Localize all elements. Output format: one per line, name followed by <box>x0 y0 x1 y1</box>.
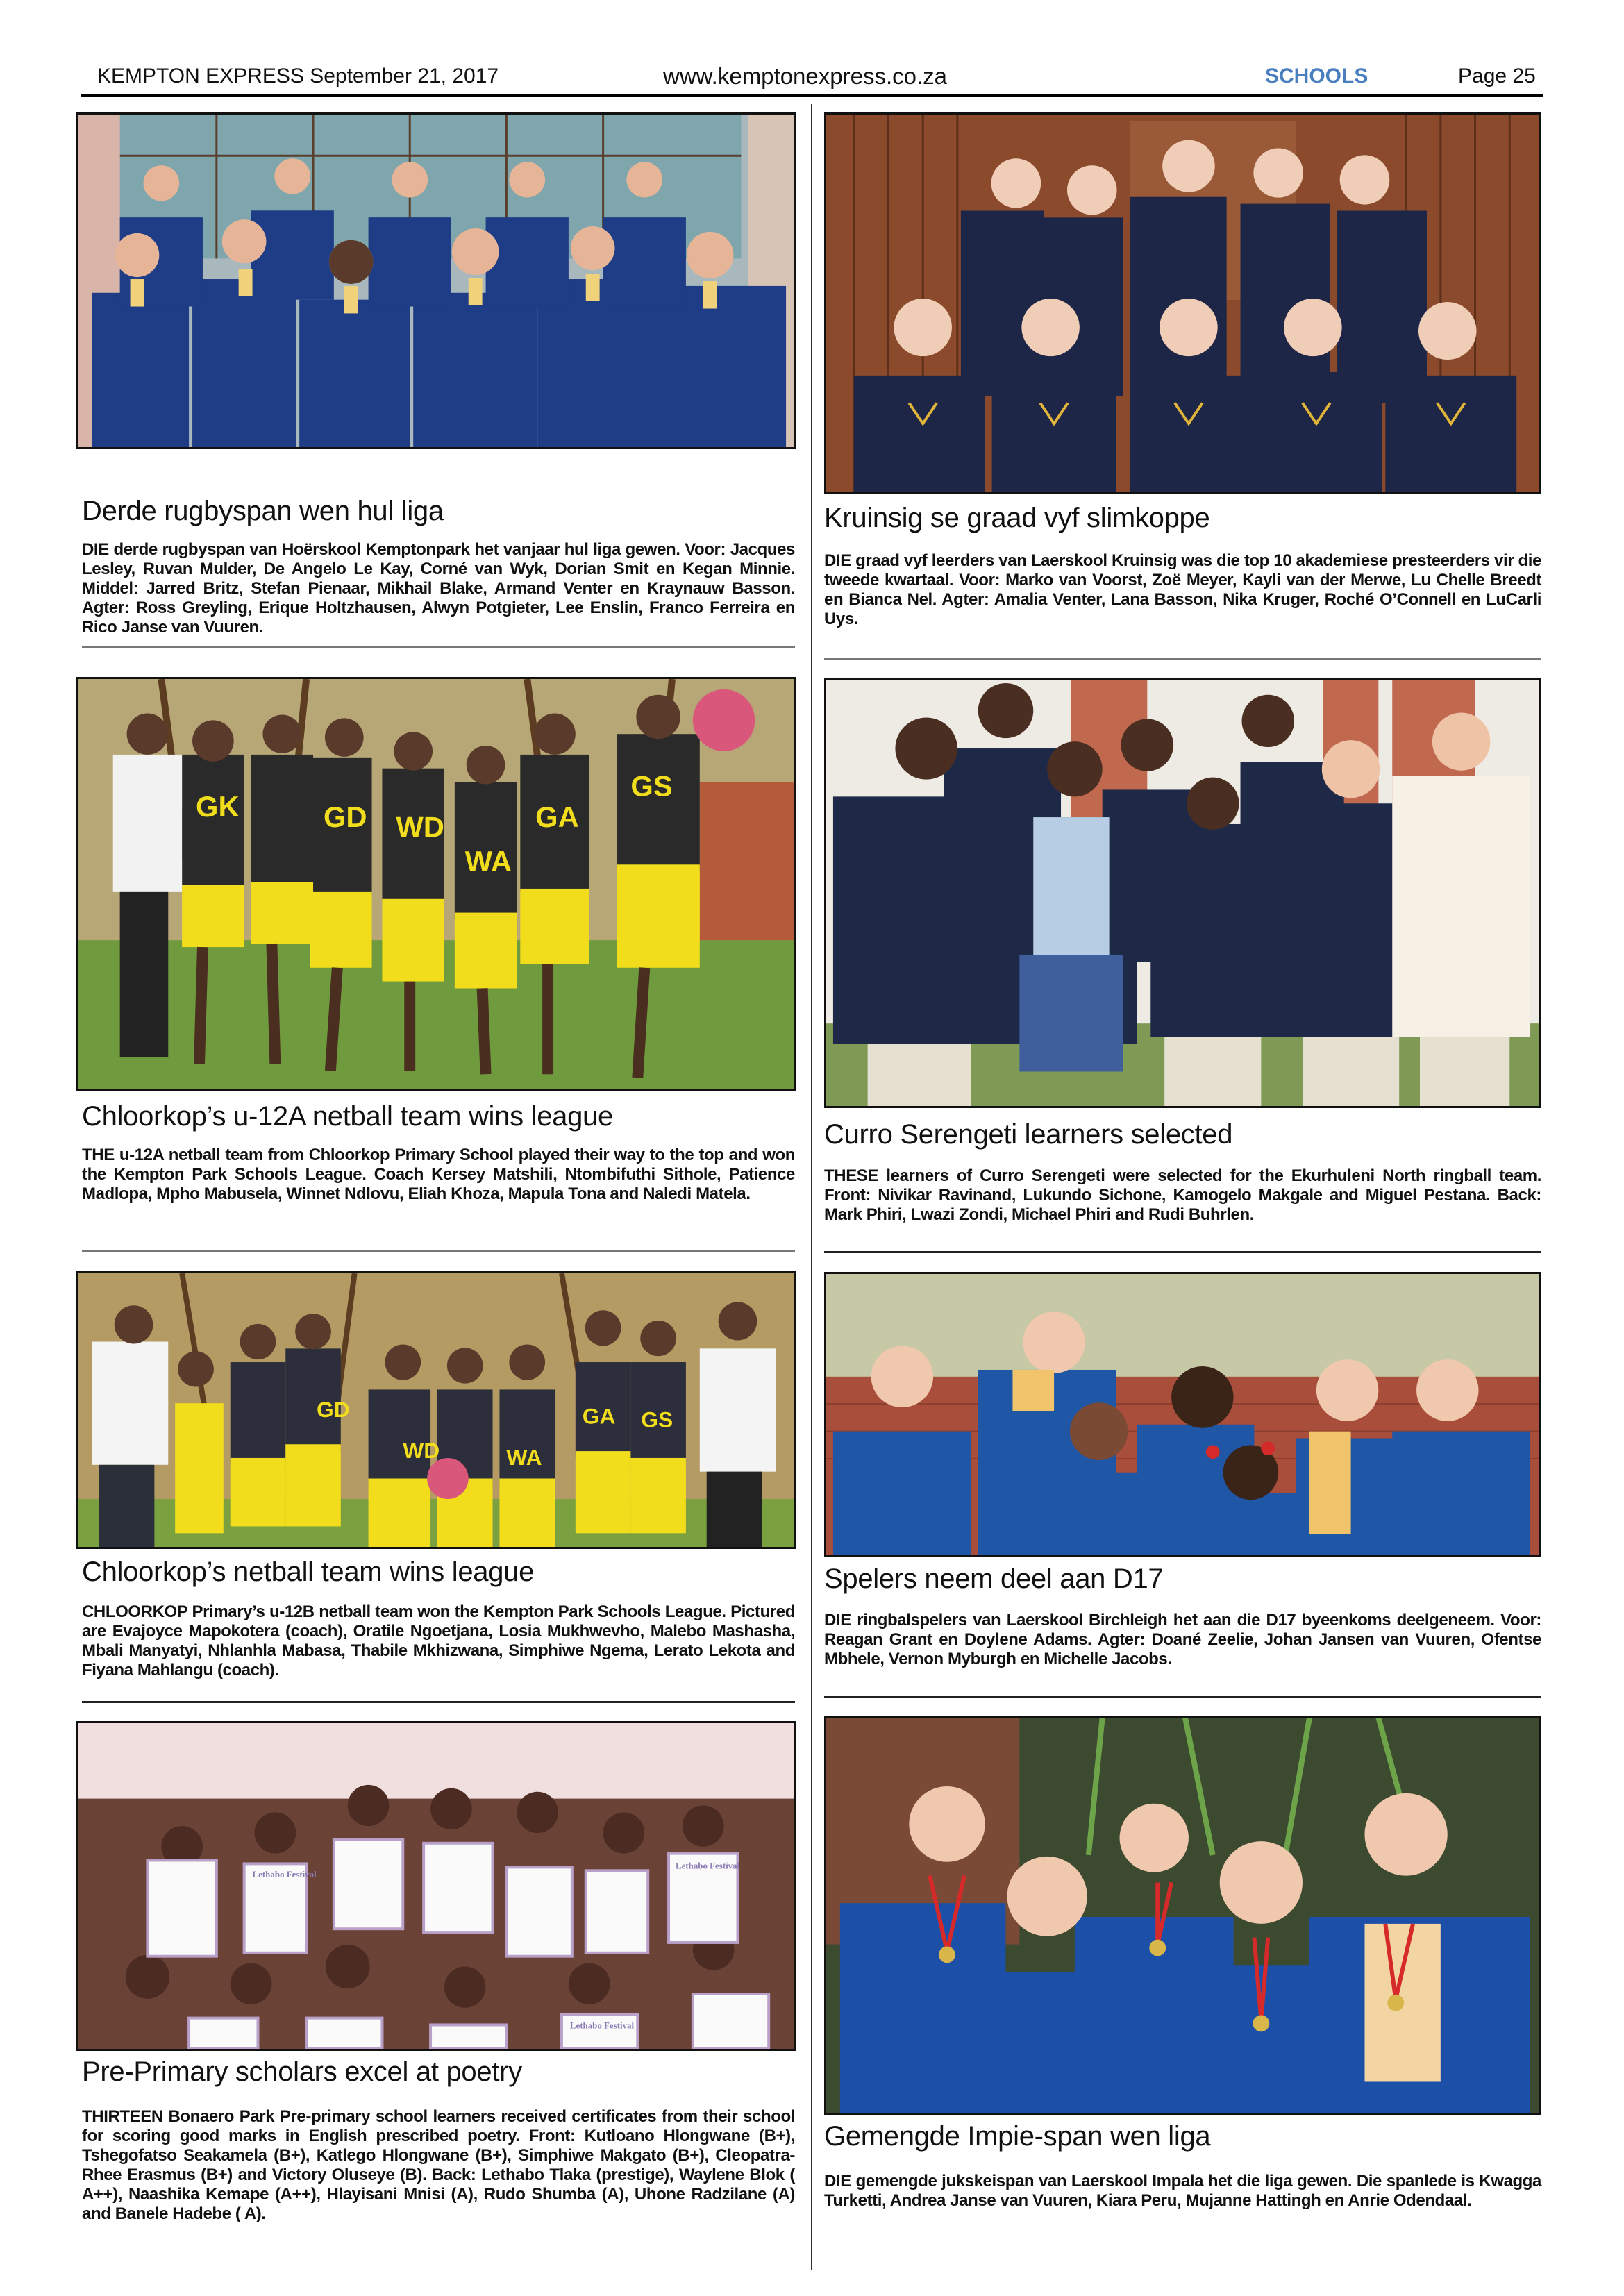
caption-curro-serengeti: THESE learners of Curro Serengeti were selected for the Ekurhuleni North ringball team. Front: Nivikar Ravinand, Lukundo Sichone, Kamogelo Makgale and Miguel Pestana. Back: Mark Phiri, Lwazi Zondi, Michael Phiri and Rudi Buhrlen. <box>824 1166 1541 1224</box>
photo-rugby-team <box>76 112 796 449</box>
page-number: Page 25 <box>1458 65 1536 87</box>
headline-pre-primary-poetry: Pre-Primary scholars excel at poetry <box>82 2056 522 2087</box>
caption-pre-primary-poetry: THIRTEEN Bonaero Park Pre-primary school learners received certificates from their school for scoring good marks in English prescribed poetry. Front: Kutloano Hlongwane (B+), Tshegofatso Seakamela (B+), Katlego Hlongwane (B+), Simphiwe Makgato (B+), Cleopatra-Rhee Erasmus (B+) and Victory Oluseye (B). Back: Lethabo Tlaka (prestige), Waylene Blok ( A++), Naashika Kemape (A++), Hlayisani Mnisi (A), Rudo Shumba (A), Uhone Radzilane (A) and Banele Hadebe ( A). <box>82 2107 795 2223</box>
article-separator <box>824 1251 1541 1253</box>
svg-text:WD: WD <box>403 1438 440 1463</box>
headline-curro-serengeti: Curro Serengeti learners selected <box>824 1119 1233 1150</box>
svg-text:GS: GS <box>641 1407 673 1432</box>
svg-text:GK: GK <box>196 790 240 823</box>
caption-impala-jukskei: DIE gemengde jukskeispan van Laerskool Impala het die liga gewen. Die spanlede is Kwagga Turketti, Andrea Janse van Vuuren, Kiara Peru, Mujanne Hattingh en Anrie Odendaal. <box>824 2172 1541 2210</box>
article-separator <box>82 1701 795 1703</box>
caption-u12b-netball: CHLOORKOP Primary’s u-12B netball team won the Kempton Park Schools League. Pictured are Evajoyce Mapokotera (coach), Oratile Ngoetjana, Losia Mukhwevho, Malebo Mashasha, Mbali Manyatyi, Nhlanhla Mabasa, Thabile Mkhizwana, Simphiwe Ngema, Lerato Lekota and Fiyana Mahlangu (coach). <box>82 1602 795 1679</box>
article-separator <box>82 646 795 648</box>
headline-u12a-netball: Chloorkop’s u-12A netball team wins league <box>82 1101 613 1132</box>
svg-text:GS: GS <box>630 769 673 803</box>
caption-u12a-netball: THE u-12A netball team from Chloorkop Primary School played their way to the top and won the Kempton Park Schools League. Coach Kersey Matshili, Ntombifuthi Sithole, Patience Madlopa, Mpho Mabusela, Winnet Ndlovu, Eliah Khoza, Mapula Tona and Naledi Matela. <box>82 1146 795 1203</box>
article-separator <box>82 1250 795 1252</box>
svg-text:Lethabo Festival: Lethabo Festival <box>252 1870 317 1880</box>
photo-birchleigh-ringball-players <box>824 1272 1541 1557</box>
svg-text:GD: GD <box>317 1396 350 1422</box>
headline-birchleigh-d17: Spelers neem deel aan D17 <box>824 1564 1164 1594</box>
svg-text:GD: GD <box>323 800 367 833</box>
svg-text:Lethabo Festival: Lethabo Festival <box>675 1861 740 1871</box>
article-separator <box>824 658 1541 660</box>
photo-kruinsig-learners <box>824 112 1541 494</box>
headline-u12b-netball: Chloorkop’s netball team wins league <box>82 1557 535 1587</box>
headline-impala-jukskei: Gemengde Impie-span wen liga <box>824 2121 1211 2152</box>
photo-pre-primary-poetry <box>76 1721 796 2051</box>
svg-text:WA: WA <box>506 1444 542 1470</box>
website-link[interactable]: www.kemptonexpress.co.za <box>663 63 948 89</box>
caption-birchleigh-d17: DIE ringbalspelers van Laerskool Birchleigh het aan die D17 byeenkoms deelgeneem. Voor: Reagan Grant en Doylene Adams. Agter: Doané Zeelie, Johan Jansen van Vuuren, Ofentse Mbhele, Vernon Myburgh en Michelle Jacobs. <box>824 1611 1541 1668</box>
photo-u12b-netball-team <box>76 1271 796 1549</box>
svg-text:WA: WA <box>464 845 512 878</box>
publication-date: KEMPTON EXPRESS September 21, 2017 <box>97 65 499 87</box>
section-label: SCHOOLS <box>1265 65 1368 87</box>
photo-u12a-netball-team <box>76 677 796 1091</box>
photo-curro-serengeti-learners <box>824 678 1541 1108</box>
photo-impala-jukskei-team <box>824 1716 1541 2115</box>
caption-kruinsig: DIE graad vyf leerders van Laerskool Kruinsig was die top 10 akademiese presteerders vir die tweede kwartaal. Voor: Marko van Voorst, Zoë Meyer, Kayli van der Merwe, Lu Chelle Breedt en Bianca Nel. Agter: Amalia Venter, Lana Basson, Nika Kruger, Roché O’Connell en LuCarli Uys. <box>824 551 1541 628</box>
svg-text:Lethabo Festival: Lethabo Festival <box>569 2020 635 2031</box>
header-rule <box>81 94 1543 97</box>
article-separator <box>824 1696 1541 1698</box>
svg-text:GA: GA <box>582 1403 616 1429</box>
headline-rugby: Derde rugbyspan wen hul liga <box>82 496 444 526</box>
caption-rugby: DIE derde rugbyspan van Hoërskool Kemptonpark het vanjaar hul liga gewen. Voor: Jacques Lesley, Ruvan Mulder, De Angelo Le Kay, Corné van Wyk, Dorian Smit en Kegan Minnie. Middel: Jarred Britz, Stefan Pienaar, Mikhail Blake, Armand Venter en Kraynauw Basson. Agter: Ross Greyling, Erique Holtzhausen, Alwyn Potgieter, Lee Enslin, Franco Ferreira en Rico Janse van Vuuren. <box>82 540 795 637</box>
svg-text:GA: GA <box>535 800 579 833</box>
svg-text:WD: WD <box>396 810 444 844</box>
headline-kruinsig: Kruinsig se graad vyf slimkoppe <box>824 503 1210 533</box>
column-divider <box>811 104 812 2270</box>
